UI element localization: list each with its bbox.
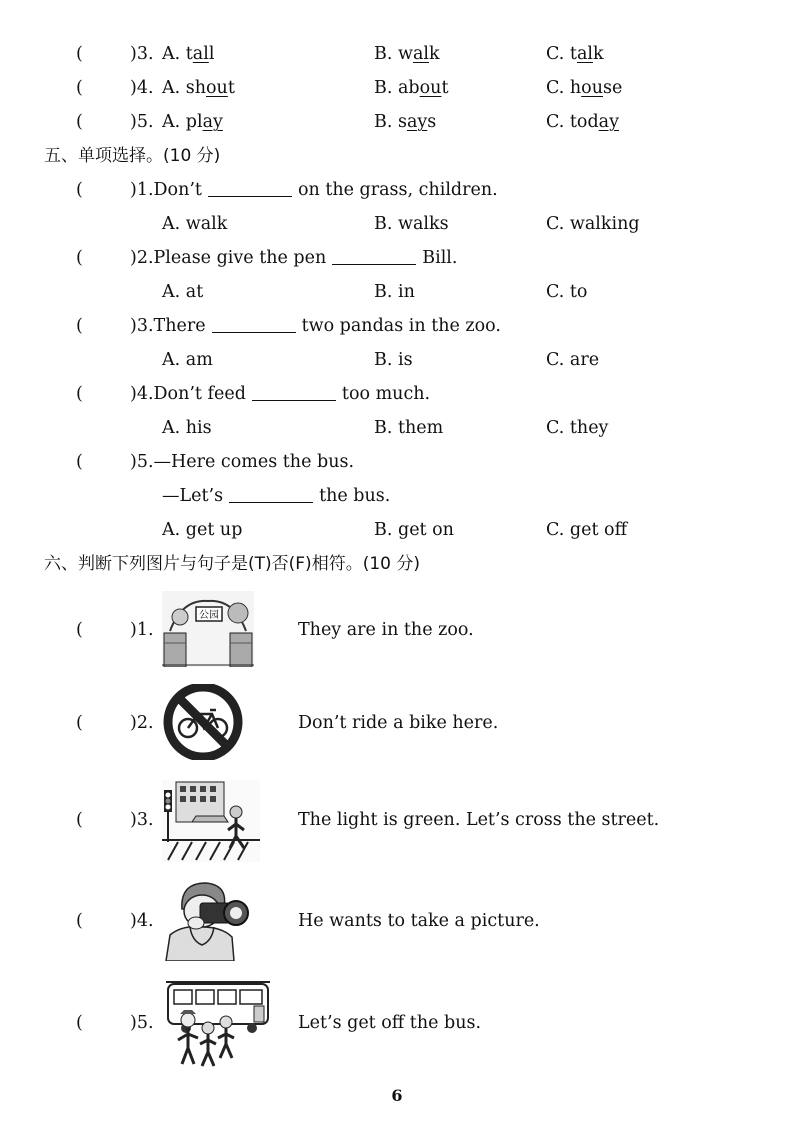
answer-paren: ( <box>76 112 83 132</box>
answer-paren: ( <box>76 78 83 98</box>
answer-blank[interactable] <box>208 178 292 197</box>
street-crossing-picture <box>162 780 260 862</box>
sentence: Let’s get off the bus. <box>298 1013 482 1033</box>
answer-blank[interactable] <box>212 314 296 333</box>
answer-paren: ( <box>76 384 83 404</box>
answer-blank[interactable] <box>252 382 336 401</box>
option-b: B. get on <box>374 520 454 540</box>
option-b: B. is <box>374 350 413 370</box>
option-c: C. they <box>546 418 609 438</box>
page-number: 6 <box>391 1086 403 1105</box>
answer-paren: ( <box>76 810 83 830</box>
option-c: C. to <box>546 282 588 302</box>
answer-paren: ( <box>76 180 83 200</box>
sentence: Don’t ride a bike here. <box>298 713 499 733</box>
people-at-bus-picture <box>162 978 274 1068</box>
answer-paren: ( <box>76 44 83 64</box>
option-a: A. walk <box>162 214 228 234</box>
option-a: A. his <box>162 418 212 438</box>
option-c: C. talk <box>546 44 604 64</box>
option-b: B. in <box>374 282 415 302</box>
answer-paren: ( <box>76 1013 83 1033</box>
option-c: C. house <box>546 78 623 98</box>
section-title: 五、单项选择。(10 分) <box>44 146 221 166</box>
sentence: The light is green. Let’s cross the street. <box>298 810 660 830</box>
no-bike-sign-picture <box>162 684 244 760</box>
sentence: They are in the zoo. <box>298 620 474 640</box>
option-c: C. are <box>546 350 600 370</box>
answer-paren: ( <box>76 248 83 268</box>
section-title: 六、判断下列图片与句子是(T)否(F)相符。(10 分) <box>44 554 420 574</box>
option-a: A. shout <box>162 78 235 98</box>
option-b: B. them <box>374 418 444 438</box>
option-b: B. walk <box>374 44 440 64</box>
sentence: He wants to take a picture. <box>298 911 540 931</box>
answer-paren: ( <box>76 911 83 931</box>
option-b: B. says <box>374 112 437 132</box>
answer-paren: ( <box>76 713 83 733</box>
option-c: C. walking <box>546 214 640 234</box>
answer-paren: ( <box>76 316 83 336</box>
option-b: B. about <box>374 78 449 98</box>
option-c: C. get off <box>546 520 628 540</box>
answer-blank[interactable] <box>229 484 313 503</box>
park-gate-picture <box>162 591 254 667</box>
answer-paren: ( <box>76 452 83 472</box>
option-a: A. at <box>162 282 204 302</box>
man-with-camera-picture <box>162 879 250 961</box>
option-c: C. today <box>546 112 619 132</box>
answer-paren: ( <box>76 620 83 640</box>
option-a: A. get up <box>162 520 243 540</box>
option-b: B. walks <box>374 214 449 234</box>
option-a: A. am <box>162 350 213 370</box>
option-a: A. play <box>162 112 223 132</box>
park-sign-text: 公园 <box>199 610 219 621</box>
answer-blank[interactable] <box>332 246 416 265</box>
option-a: A. tall <box>162 44 215 64</box>
